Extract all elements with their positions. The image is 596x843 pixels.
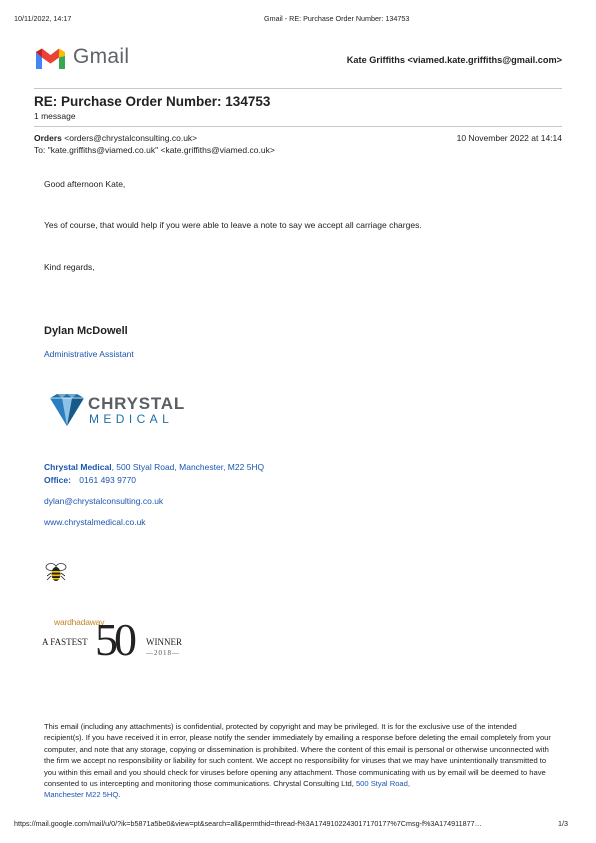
logo-text-chrystal: CHRYSTAL [88, 394, 186, 413]
account-name: Kate Griffiths <viamed.kate.griffiths@gmail.com> [346, 55, 562, 65]
message-date: 10 November 2022 at 14:14 [456, 133, 562, 143]
gmail-brand-text: Gmail [73, 45, 130, 68]
sender-name: Orders [34, 133, 62, 143]
body-text: Yes of course, that would help if you were able to leave a note to say we accept all carriage charges. [44, 220, 422, 230]
company-name: Chrystal Medical [44, 462, 112, 472]
print-title: Gmail - RE: Purchase Order Number: 134753 [264, 14, 410, 23]
sender-line [34, 133, 197, 143]
message-count: 1 message [34, 111, 76, 121]
recipient-line: To: "kate.griffiths@viamed.co.uk" <kate.griffiths@viamed.co.uk> [34, 145, 275, 155]
fastest-50-award-badge [42, 613, 192, 671]
chrystal-medical-logo [48, 390, 193, 428]
header-divider [34, 88, 562, 89]
company-address-link[interactable]: , 500 Styal Road, Manchester, M22 5HQ [111, 462, 265, 472]
subject-divider [34, 126, 562, 127]
office-label: Office: [44, 475, 71, 485]
disclaimer-address-link-1[interactable]: 500 Styal Road, [355, 779, 410, 789]
office-line [44, 475, 136, 485]
award-right-text: WINNER [146, 637, 182, 647]
award-brand-text: wardhadaway [54, 617, 105, 627]
print-footer-url: https://mail.google.com/mail/u/0/?ik=b5871a5be0&view=pt&search=all&permthid=thread-f%3A1749102243017170177%7Cmsg-f%3A174911877… [14, 819, 482, 828]
disclaimer-text: This email (including any attachments) is confidential, protected by copyright and may be privileged. It is for the exclusive use of the intended recipient(s). If you have received it in error, please notify the sender immediately by emailing a response before deleting the email completely from your computer, and note that any storage, copying or dissemination is prohibited. Where the content of this email is personal or otherwise unconnected with the firm we accept no responsibility or liability for such content. We accept no responsibility for viruses that we may have unintentionally transmitted to you within this email and you should check for viruses before opening any attachment. Those communicating with us by email will be deemed to have consented to us intercepting and monitoring those communications. Chrystal Consulting Ltd, 500 Styal Road, Manchester M22 5HQ. [44, 722, 551, 800]
print-datetime: 10/11/2022, 14:17 [14, 14, 72, 23]
award-year: —2018— [146, 649, 180, 657]
sender-email: <orders@chrystalconsulting.co.uk> [64, 133, 198, 143]
award-left-text: A FASTEST [42, 637, 88, 647]
signature-email-link[interactable]: dylan@chrystalconsulting.co.uk [44, 496, 164, 506]
print-page-number: 1/3 [558, 819, 568, 828]
company-address-line [44, 462, 264, 472]
closing-text: Kind regards, [44, 262, 95, 272]
signature-role: Administrative Assistant [44, 349, 134, 359]
signature-website-link[interactable]: www.chrystalmedical.co.uk [44, 517, 146, 527]
disclaimer-address-link-2[interactable]: Manchester M22 5HQ [44, 790, 119, 800]
logo-text-medical: MEDICAL [89, 412, 174, 426]
greeting-text: Good afternoon Kate, [44, 179, 126, 189]
award-number: 50 [95, 614, 133, 665]
bee-icon [44, 561, 68, 583]
office-phone-link[interactable]: 0161 493 9770 [79, 475, 137, 485]
thread-subject: RE: Purchase Order Number: 134753 [34, 94, 271, 109]
signature-name: Dylan McDowell [44, 325, 128, 337]
gmail-logo-icon [34, 46, 67, 71]
diamond-icon [48, 393, 86, 427]
